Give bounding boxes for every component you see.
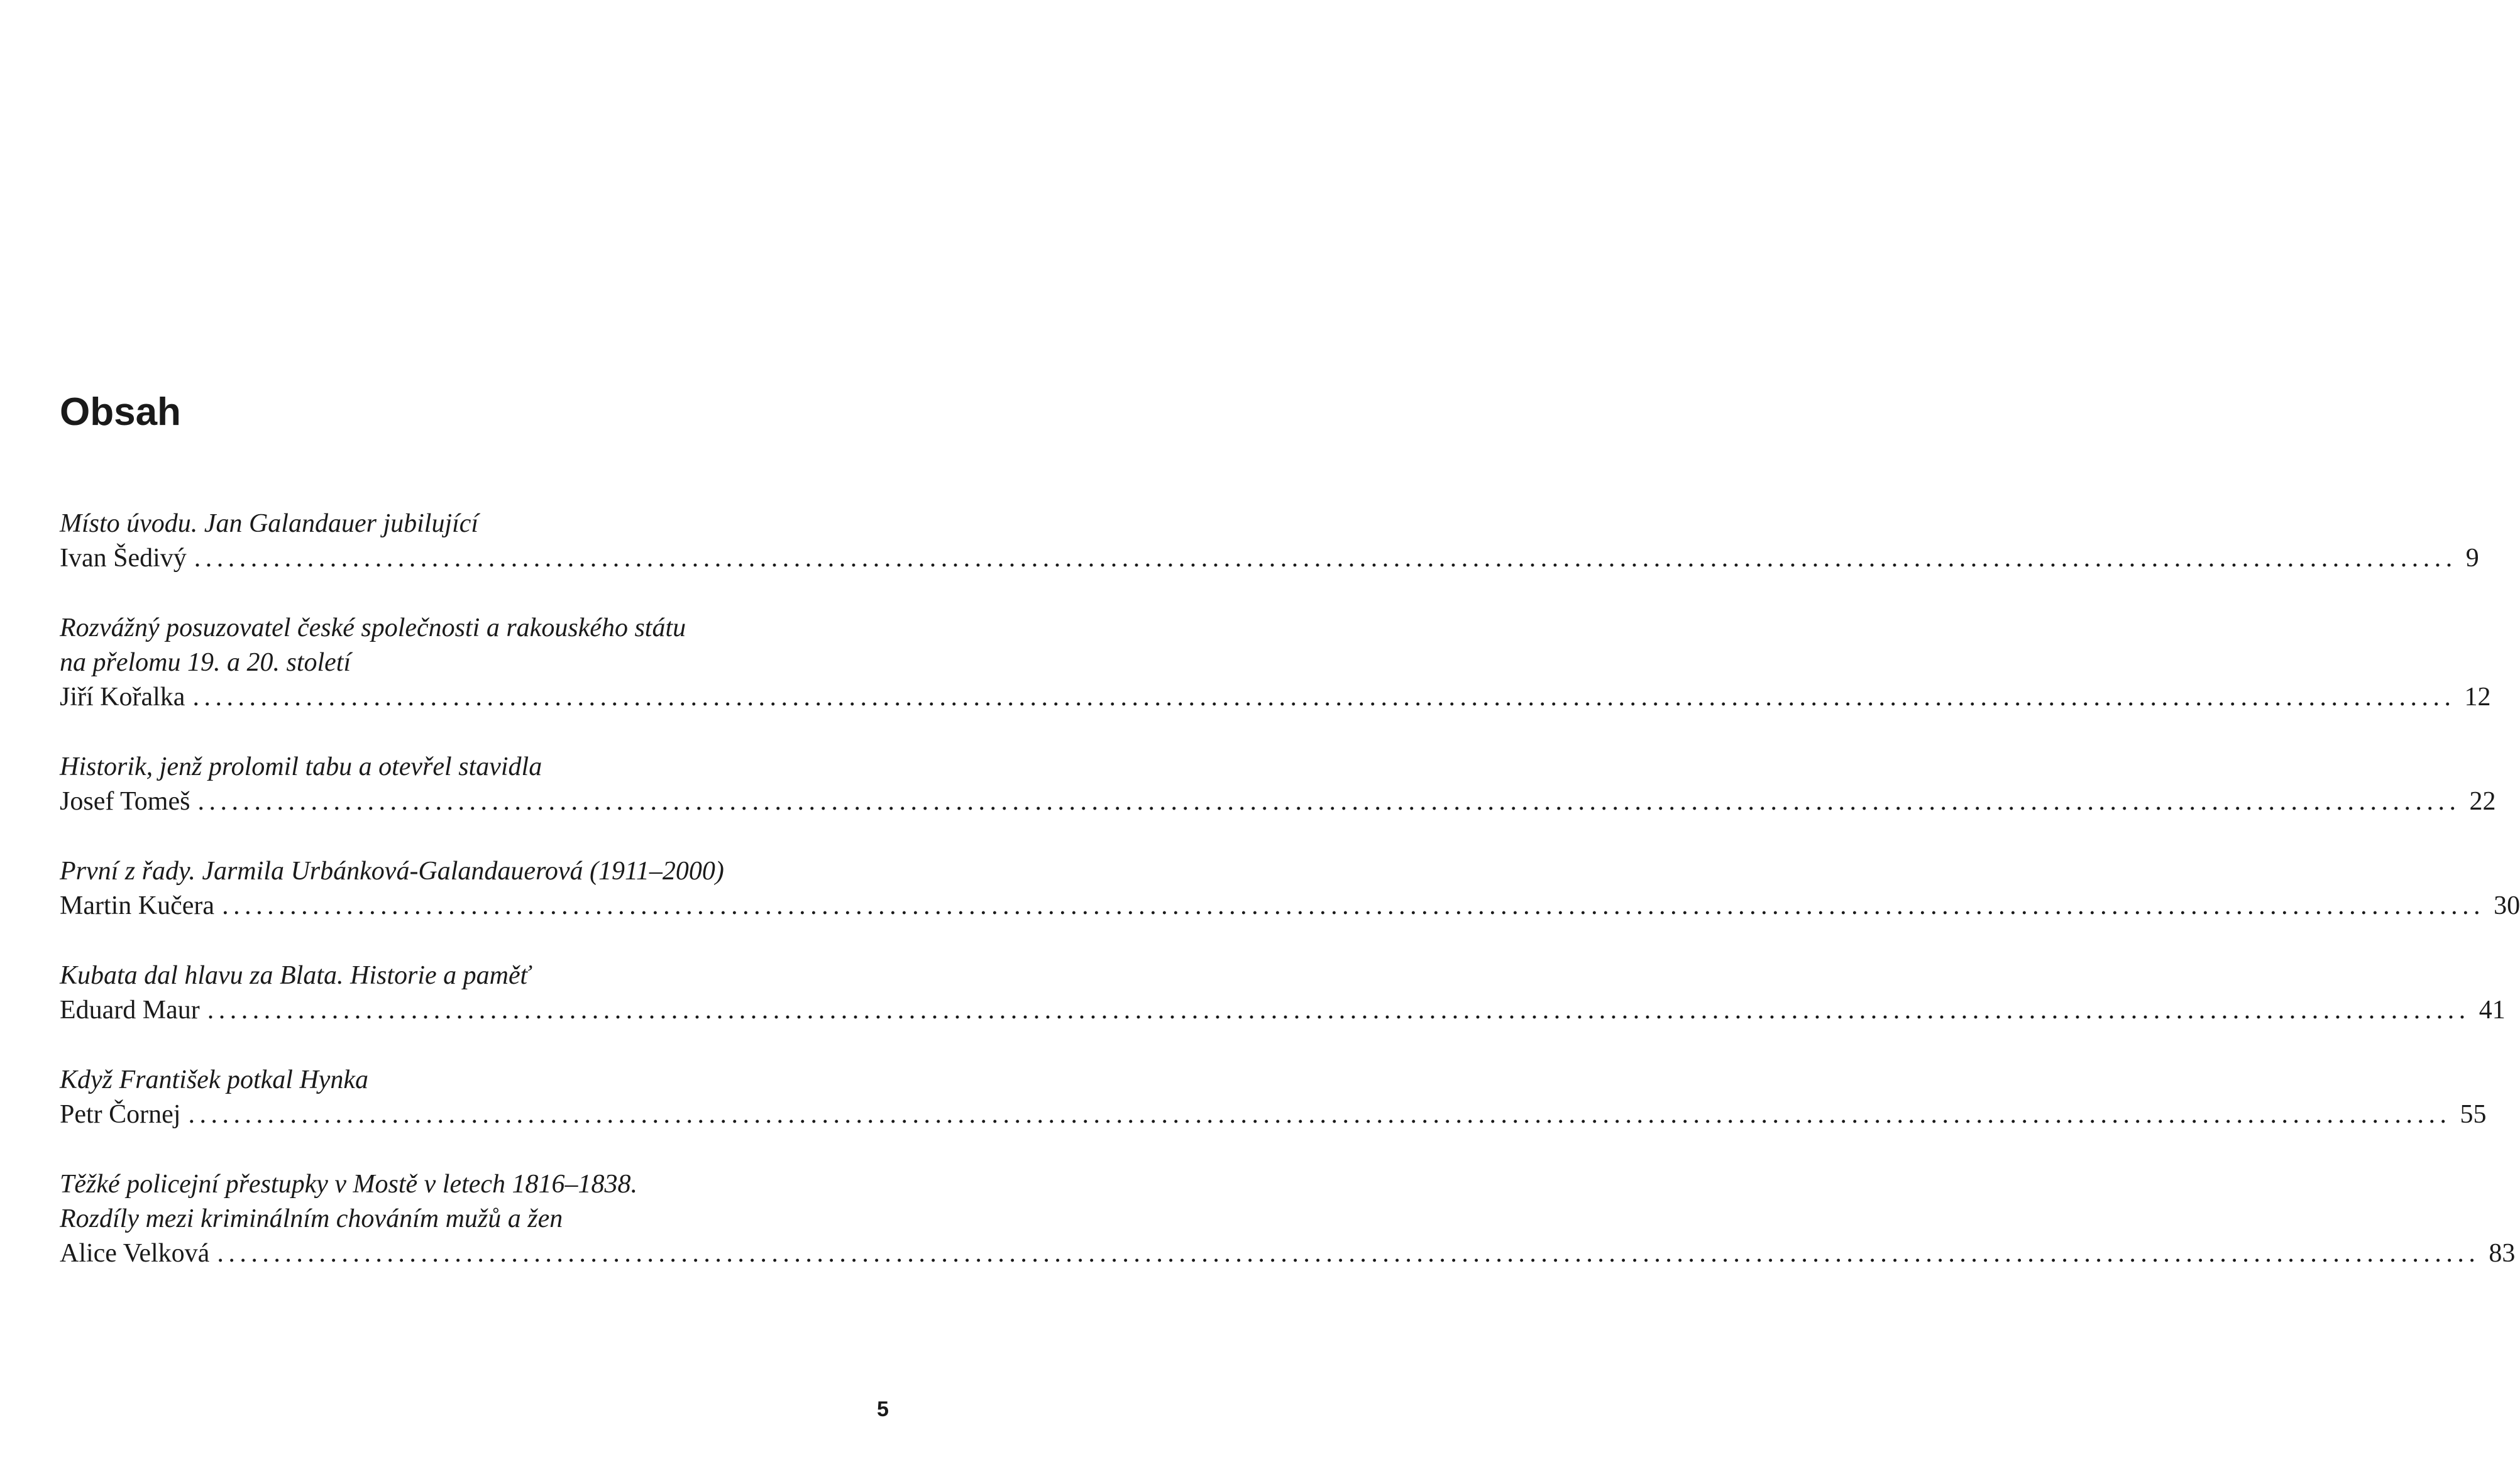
- toc-entry: [60, 750, 2496, 819]
- table-of-contents: [60, 507, 2520, 1306]
- entry-title: První z řady. Jarmila Urbánková-Galandauerová (1911–2000): [60, 857, 724, 886]
- dot-leader: ........................................................................................................................................................................................................: [194, 544, 2457, 573]
- entry-title: Místo úvodu. Jan Galandauer jubilující: [60, 509, 479, 538]
- entry-author-row: [60, 680, 2491, 715]
- entry-author: Martin Kučera: [60, 891, 215, 920]
- dot-leader: ........................................................................................................................................................................................................: [188, 1100, 2451, 1129]
- entry-author: Alice Velková: [60, 1239, 210, 1268]
- toc-entry: [60, 1063, 2487, 1132]
- entry-author: Eduard Maur: [60, 996, 200, 1025]
- entry-author-row: [60, 993, 2506, 1028]
- toc-entry: [60, 611, 2491, 715]
- entry-author: Jiří Kořalka: [60, 683, 185, 712]
- entry-title-continued: na přelomu 19. a 20. století: [60, 648, 351, 677]
- entry-page-number: 22: [2469, 787, 2496, 816]
- entry-title: Těžké policejní přestupky v Mostě v letech 1816–1838.: [60, 1170, 638, 1199]
- dot-leader: ........................................................................................................................................................................................................: [197, 787, 2461, 816]
- entry-author-row: [60, 541, 2479, 576]
- entry-author-row: [60, 889, 2520, 923]
- toc-entry: [60, 507, 2479, 576]
- entry-author-row: [60, 1098, 2487, 1132]
- entry-page-number: 12: [2464, 683, 2491, 712]
- entry-page-number: 41: [2479, 996, 2506, 1025]
- entry-page-number: 83: [2489, 1239, 2516, 1268]
- dot-leader: ........................................................................................................................................................................................................: [217, 1239, 2480, 1268]
- entry-title: Historik, jenž prolomil tabu a otevřel stavidla: [60, 752, 542, 781]
- dot-leader: ........................................................................................................................................................................................................: [222, 891, 2485, 920]
- entry-author-row: [60, 1236, 2516, 1271]
- entry-author-row: [60, 784, 2496, 819]
- entry-title: Když František potkal Hynka: [60, 1065, 369, 1094]
- entry-page-number: 30: [2494, 891, 2520, 920]
- page-folio: 5: [877, 1397, 889, 1421]
- entry-title: Rozvážný posuzovatel české společnosti a rakouského státu: [60, 613, 686, 642]
- entry-author: Josef Tomeš: [60, 787, 190, 816]
- entry-page-number: 55: [2460, 1100, 2487, 1129]
- toc-entry: [60, 959, 2506, 1028]
- entry-title: Kubata dal hlavu za Blata. Historie a paměť: [60, 961, 530, 990]
- dot-leader: ........................................................................................................................................................................................................: [192, 683, 2456, 712]
- entry-author: Petr Čornej: [60, 1100, 181, 1129]
- entry-author: Ivan Šedivý: [60, 544, 187, 573]
- contents-heading: Obsah: [60, 390, 181, 434]
- entry-title-continued: Rozdíly mezi kriminálním chováním mužů a žen: [60, 1204, 563, 1233]
- dot-leader: ........................................................................................................................................................................................................: [207, 996, 2470, 1025]
- toc-entry: [60, 854, 2520, 923]
- toc-entry: [60, 1167, 2516, 1271]
- entry-page-number: 9: [2465, 544, 2479, 573]
